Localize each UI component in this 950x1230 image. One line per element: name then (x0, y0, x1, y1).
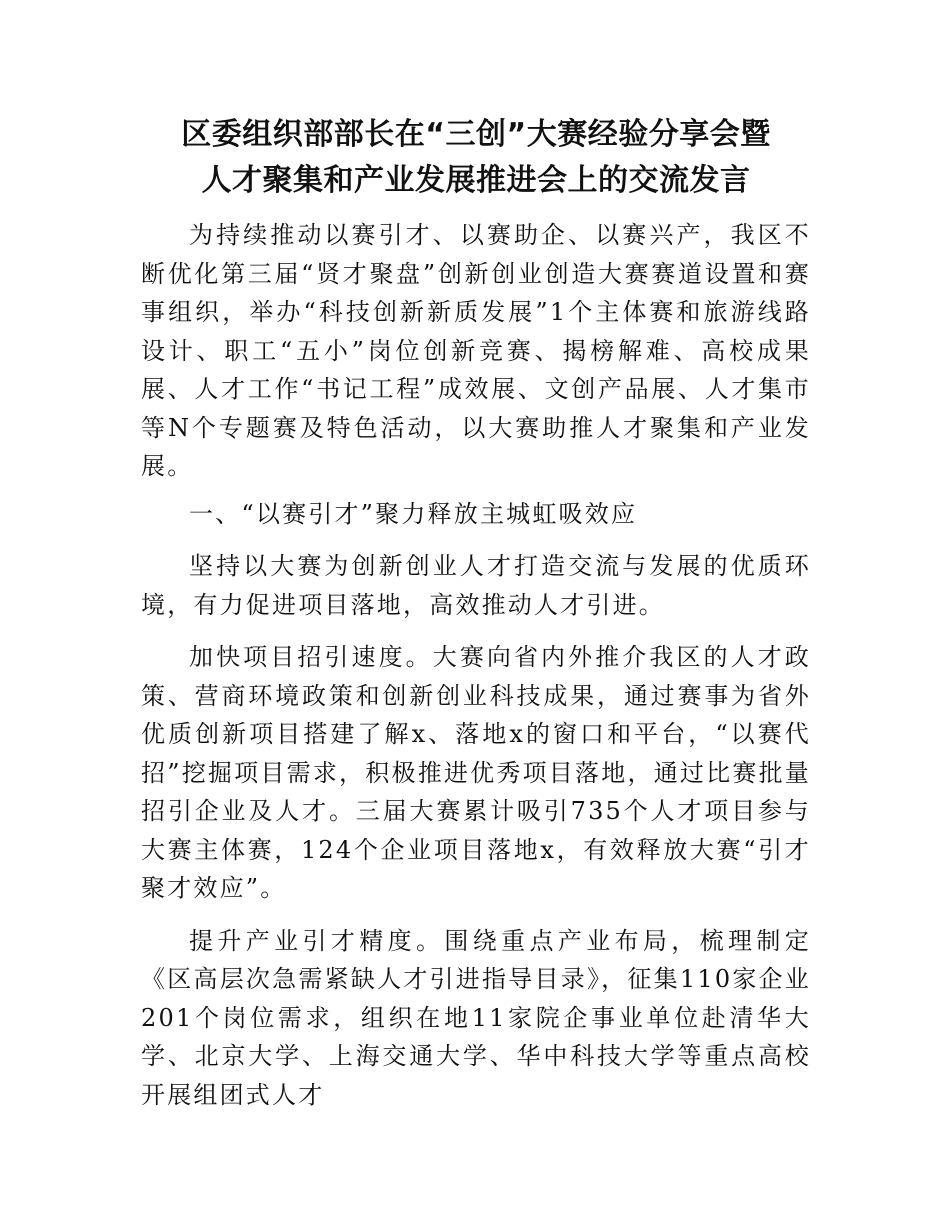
document-text (141, 216, 811, 1114)
paragraph-industry-talent: 提升产业引才精度。围绕重点产业布局，梳理制定《区高层次急需紧缺人才引进指导目录》，征集110家企业201个岗位需求，组织在地11家院企事业单位赴清华大学、北京大学、上海交通大学、华中科技大学等重点高校开展组团式人才 (141, 926, 811, 1109)
section-heading-1: 一、“以赛引才”聚力释放主城虹吸效应 (189, 499, 638, 528)
title-line-2: 人才聚集和产业发展推进会上的交流发言 (201, 163, 751, 198)
paragraph-intro: 为持续推动以赛引才、以赛助企、以赛兴产，我区不断优化第三届“贤才聚盘”创新创业创造大赛赛道设置和赛事组织，举办“科技创新新质发展”1个主体赛和旅游线路设计、职工“五小”岗位创新竞赛、揭榜解难、高校成果展、人才工作“书记工程”成效展、文创产品展、人才集市等N个专题赛及特色活动，以大赛助推人才聚集和产业发展。 (141, 221, 811, 480)
title-line-1: 区委组织部部长在“三创”大赛经验分享会暨 (181, 117, 771, 152)
document-body (141, 112, 811, 1114)
paragraph-section-intro: 坚持以大赛为创新创业人才打造交流与发展的优质环境，有力促进项目落地，高效推动人才引进。 (141, 552, 811, 619)
document-title (141, 112, 811, 204)
paragraph-project-attraction: 加快项目招引速度。大赛向省内外推介我区的人才政策、营商环境政策和创新创业科技成果，通过赛事为省外优质创新项目搭建了解x、落地x的窗口和平台，“以赛代招”挖掘项目需求，积极推进优秀项目落地，通过比赛批量招引企业及人才。三届大赛累计吸引735个人才项目参与大赛主体赛，124个企业项目落地x，有效释放大赛“引才聚才效应”。 (141, 643, 811, 902)
